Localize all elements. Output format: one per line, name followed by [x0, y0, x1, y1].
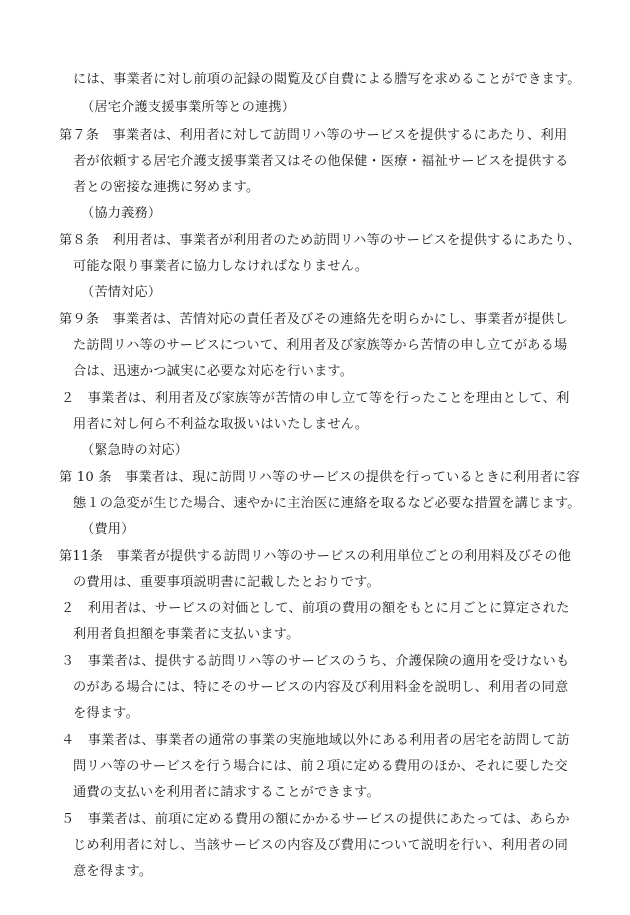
article-8-line-1: 第８条 利用者は、事業者が利用者のため訪問リハ等のサービスを提供するにあたり、 [59, 233, 581, 248]
article-11-para-2-line-1: ２ 利用者は、サービスの対価として、前項の費用の額をもとに月ごとに算定された [61, 601, 570, 616]
article-11-para-4-line-2: 問リハ等のサービスを行う場合には、前２項に定める費用のほか、それに要した交 [73, 759, 568, 774]
article-9-para-2-line-2: 用者に対し何ら不利益な取扱いはいたしません。 [73, 417, 369, 432]
article-6-continuation: には、事業者に対し前項の記録の閲覧及び自費による謄写を求めることができます。 [73, 72, 581, 87]
article-11-para-3-line-1: ３ 事業者は、提供する訪問リハ等のサービスのうち、介護保険の適用を受けないも [61, 654, 570, 669]
heading-complaints: （苦情対応） [81, 285, 162, 300]
article-7-line-2: 者が依頼する居宅介護支援事業者又はその他保健・医療・福祉サービスを提供する [73, 154, 569, 169]
heading-cooperation-duty: （協力義務） [81, 206, 162, 221]
article-7-line-3: 者との密接な連携に努めます。 [73, 180, 260, 195]
article-9-line-1: 第９条 事業者は、苦情対応の責任者及びその連絡先を明らかにし、事業者が提供し [59, 312, 568, 327]
article-9-para-2-line-1: ２ 事業者は、利用者及び家族等が苦情の申し立て等を行ったことを理由として、利 [61, 391, 570, 406]
article-9-line-2: た訪問リハ等のサービスについて、利用者及び家族等から苦情の申し立てがある場 [73, 338, 568, 353]
article-11-para-2-line-2: 利用者負担額を事業者に支払います。 [73, 627, 300, 642]
article-11-para-5-line-3: 意を得ます。 [73, 864, 153, 879]
article-10-line-2: 態１の急変が生じた場合、速やかに主治医に連絡を取るなど必要な措置を講じます。 [73, 496, 581, 511]
article-11-para-4-line-1: ４ 事業者は、事業者の通常の事業の実施地域以外にある利用者の居宅を訪問して訪 [61, 733, 570, 748]
heading-fees: （費用） [81, 522, 135, 537]
article-11-para-3-line-3: を得ます。 [73, 706, 139, 721]
article-11-para-5-line-2: じめ利用者に対し、当該サービスの内容及び費用について説明を行い、利用者の同 [73, 838, 569, 853]
article-11-line-1: 第11条 事業者が提供する訪問リハ等のサービスの利用単位ごとの利用料及びその他 [59, 549, 572, 564]
heading-emergency: （緊急時の対応） [81, 443, 189, 458]
article-11-para-3-line-2: のがある場合には、特にそのサービスの内容及び利用料金を説明し、利用者の同意 [73, 680, 569, 695]
article-9-line-3: 合は、迅速かつ誠実に必要な対応を行います。 [73, 364, 354, 379]
article-8-line-2: 可能な限り事業者に協力しなければなりません。 [73, 259, 369, 274]
article-11-para-5-line-1: ５ 事業者は、前項に定める費用の額にかかるサービスの提供にあたっては、あらか [61, 812, 570, 827]
article-11-line-2: の費用は、重要事項説明書に記載したとおりです。 [73, 575, 380, 590]
heading-care-support-cooperation: （居宅介護支援事業所等との連携） [81, 100, 296, 115]
article-7-line-1: 第７条 事業者は、利用者に対して訪問リハ等のサービスを提供するにあたり、利用 [59, 128, 568, 143]
article-11-para-4-line-3: 通費の支払いを利用者に請求することができます。 [73, 785, 380, 800]
article-10-line-1: 第 10 条 事業者は、現に訪問リハ等のサービスの提供を行っているときに利用者に容 [59, 470, 580, 485]
